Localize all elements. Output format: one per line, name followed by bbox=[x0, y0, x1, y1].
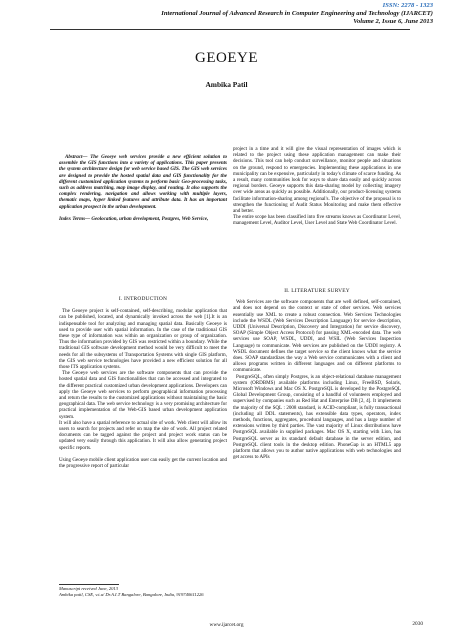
footer-url: www.ijarcet.org bbox=[209, 622, 244, 628]
intro-paragraph: The Geoeye web services are the software components that can provide the hosted spatial data and GIS functionalities that can be accessed and integrated to the different practical customized urban development applications. Developers can apply the Geoeye web services to perform geographical information processing and return the results to the customized applications without maintaining the basic geographical data. The web service technology is a very promising architecture for practical implementation of the Web-GIS based urban development application system. bbox=[59, 370, 227, 420]
footnote-affiliation: Ambika patil, CSE, v.t.u/ Dr.A.I.T Bangalore, Bangalore, India, 919740611226 bbox=[59, 591, 204, 597]
abstract: Abstract— The Geoeye web services provide a new efficient solution to assemble the GIS functions into a variety of applications. This paper presents the system architecture design for web service based GIS. The GIS web services are designed to provide the hosted spatial data and GIS functionality for the different customized application systems to perform basic Geo-processing tasks, such as address matching, map image display, and routing. It also supports the complex rendering, navigation and allows working with multiple layers, thematic maps, hyper linked features and attribute data. It has an important application prospect in the urban development. bbox=[59, 154, 227, 210]
intro-continued-paragraph: The entire scope has been classified into five streams knows as Coordinator Level, management Level, Auditor Level, User Level and State Web Coordinator Level. bbox=[233, 214, 401, 227]
section-heading-literature-survey: II. LITERATURE SURVEY bbox=[284, 288, 350, 294]
header-rule bbox=[50, 29, 410, 30]
intro-paragraph: The Geoeye project is self-contained, self-describing, modular application that can be published, located, and dynamically invoked across the web [1].It is an indispensable tool for analyzing and managing spatial data. Basically Geoeye is used to provide user with spatial information. In the case of the traditional GIS these type of information was within an organization or group of organization. Thus the information provided by GIS was restricted within a boundary. While the traditional GIS software development method would be very difficult to meet the needs for all the subsystems of Transportation Systems with single GIS platform, the GIS web service technologies have provided a new efficient solution for all those ITS application systems. bbox=[59, 308, 227, 371]
right-column bbox=[233, 146, 401, 227]
page-number: 2030 bbox=[412, 621, 423, 627]
volume-issue: Volume 2, Issue 6, June 2013 bbox=[353, 18, 433, 25]
footnote-rule bbox=[59, 584, 119, 585]
index-terms: Index Terms— Geolocation, urban development, Postgres, Web Service, bbox=[59, 215, 209, 222]
paper-title: GEOEYE bbox=[195, 50, 258, 66]
intro-paragraph: Using Geoeye mobile client application user can easily get the current location and the progressive report of particular bbox=[59, 456, 227, 470]
section-heading-introduction: I. INTRODUCTION bbox=[118, 296, 168, 302]
footnote-received: Manuscript received June, 2013 bbox=[59, 586, 119, 591]
left-column bbox=[59, 154, 227, 222]
intro-paragraph: It will also have a spatial reference to actual site of work. Web client will allow its users to search for projects and refer on map the site of work. All project related documents can be tagged against the project and project work status can be updated very easily through this application. It will also allow generating project specific reports. bbox=[59, 419, 227, 451]
footnote bbox=[59, 586, 209, 597]
journal-name: International Journal of Advanced Research in Computer Engineering and Technology (IJARCET) bbox=[161, 10, 433, 17]
issn-label: ISSN: 2278 - 1323 bbox=[382, 2, 433, 9]
literature-survey-section bbox=[233, 288, 401, 460]
intro-continued-paragraph: project in a time and it will give the visual representation of images which is related to the project using these application management can make their decisions. This tool can help conduct surveillance, monitor people and situations on the ground, respond to emergencies. Implementing these applications in one municipality can be expensive, particularly in today's climate of scarce funding. As a result, many communities look for ways to share data easily and quickly across regional borders. Geoeye supports this data-sharing model by collecting imagery over wide areas as quickly as possible. Additionally, our product-licensing systems facilitate information-sharing among regional's. The objective of the proposal is to strengthen the functioning of Audit Status Monitoring and make them effective and better. bbox=[233, 146, 401, 215]
journal-header bbox=[13, 2, 433, 26]
literature-paragraph: PostgreSQL, often simply Postgres, is an object-relational database management system (ORDBMS) available platforms including Linux, FreeBSD, Solaris, Microsoft Windows and Mac OS X. PostgreSQL is developed by the PostgreSQL Global Development Group, consisting of a handful of volunteers employed and supervised by companies such as Red Hat and Enterprise DB [2, 4]. It implements the majority of the SQL : 2008 standard, is ACID-compliant, is fully transactional (including all DDL statements), has extensible data types, operators, index methods, functions, aggregates, procedural languages, and has a large number of extensions written by third parties. The vast majority of Linux distributions have PostgreSQL available in supplied packages. Mac OS X, starting with Lion, has PostgreSQL server as its standard default database in the server edition, and PostgreSQL client tools in the desktop edition. PhoneGap is an HTML5 app platform that allows you to author native applications with web technologies and get access to APIs bbox=[233, 373, 401, 461]
introduction-section bbox=[59, 296, 227, 469]
author-name: Ambika Patil bbox=[205, 80, 248, 89]
literature-paragraph: Web Services are the software components that are well defined, self-contained, and does not depend on the context or state of other services. Web services essentially use XML to create a robust connection. Web Services Technologies include the WSDL (Web Services Description Language) for service description, UDDI (Universal Description, Discovery and Integration) for service discovery, SOAP (Simple Object Access Protocol) for passing XML-encoded data. The web services use SOAP, WSDL, UDDI, and WSIL (Web Services Inspection Language) to communicate. Web services are published on the UDDI registry. A WSDL document defines the target service so the client knows what the service does. SOAP standardizes the way a Web service communicates with a client and allows programs written in different languages and on different platforms to communicate. bbox=[233, 299, 401, 374]
